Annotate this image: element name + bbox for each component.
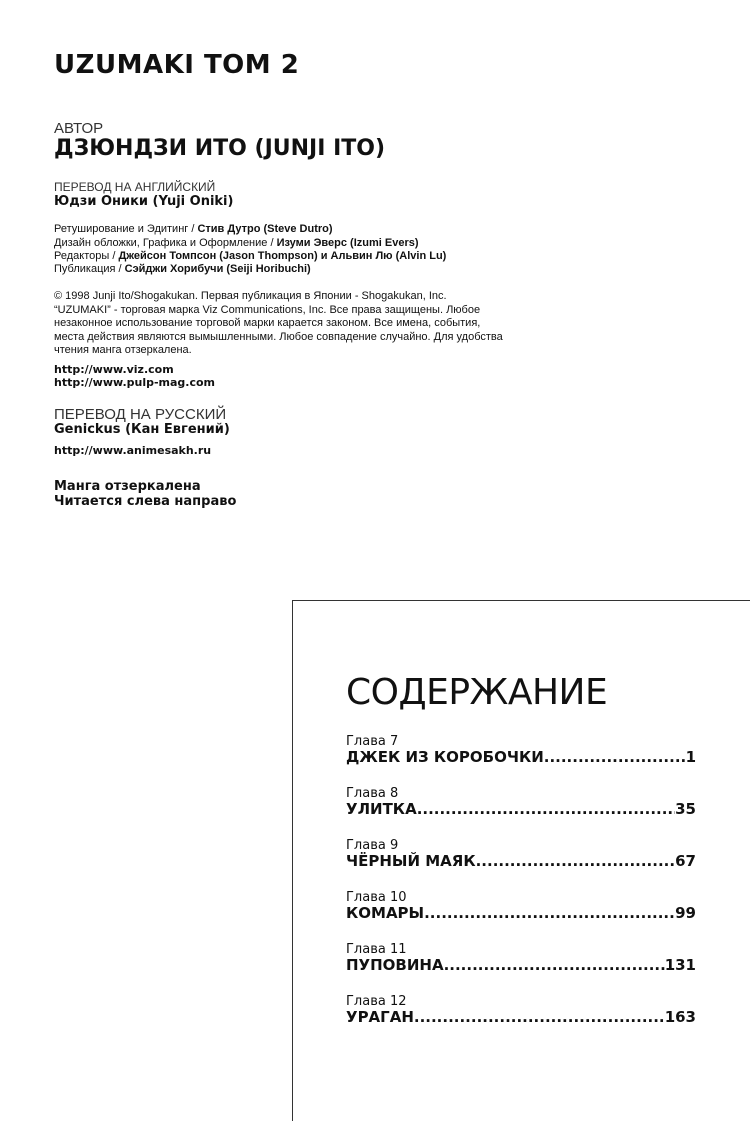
credit-role: Публикация /	[54, 263, 125, 275]
leader-dots	[444, 956, 665, 974]
chapter-page: 1	[685, 748, 696, 766]
chapter-title: ПУПОВИНА	[346, 956, 444, 974]
credit-person: Стив Дутро (Steve Dutro)	[197, 223, 333, 235]
chapter-label: Глава 10	[346, 890, 407, 905]
chapter-title: УРАГАН	[346, 1008, 414, 1026]
chapter-title: ЧЁРНЫЙ МАЯК	[346, 852, 476, 870]
credit-person: Сэйджи Хорибучи (Seiji Horibuchi)	[124, 263, 311, 275]
chapter-title: КОМАРЫ	[346, 904, 425, 922]
credit-line	[54, 237, 419, 249]
chapter-title: УЛИТКА	[346, 800, 417, 818]
translation-ru-name: Genickus (Кан Евгений)	[54, 422, 230, 437]
chapter-page: 99	[675, 904, 696, 922]
credit-role: Дизайн обложки, Графика и Оформление /	[54, 237, 277, 249]
translation-en-name: Юдзи Оники (Yuji Oniki)	[54, 194, 234, 209]
credit-role: Ретуширование и Эдитинг /	[54, 223, 198, 235]
leader-dots	[417, 800, 675, 818]
reading-direction-note: Читается слева направо	[54, 494, 237, 509]
toc-entry[interactable]	[346, 904, 696, 922]
toc-entry[interactable]	[346, 748, 696, 766]
toc-entry[interactable]	[346, 956, 696, 974]
leader-dots	[544, 748, 686, 766]
url-link[interactable]: http://www.animesakh.ru	[54, 444, 212, 457]
url-link[interactable]: http://www.viz.com	[54, 363, 174, 376]
chapter-page: 35	[675, 800, 696, 818]
chapter-label: Глава 8	[346, 786, 399, 801]
chapter-page: 67	[675, 852, 696, 870]
toc-entry[interactable]	[346, 1008, 696, 1026]
chapter-title: ДЖЕК ИЗ КОРОБОЧКИ	[346, 748, 544, 766]
toc-entry[interactable]	[346, 800, 696, 818]
translation-en-label: ПЕРЕВОД НА АНГЛИЙСКИЙ	[54, 180, 216, 194]
credit-person: Изуми Эверс (Izumi Evers)	[276, 237, 419, 249]
author-name: ДЗЮНДЗИ ИТО (JUNJI ITO)	[54, 136, 386, 161]
url-link[interactable]: http://www.pulp-mag.com	[54, 376, 216, 389]
translation-ru-label: ПЕРЕВОД НА РУССКИЙ	[54, 406, 227, 423]
credit-line	[54, 223, 333, 235]
page-title: UZUMAKI TOM 2	[54, 50, 300, 80]
chapter-label: Глава 11	[346, 942, 407, 957]
toc-entry[interactable]	[346, 852, 696, 870]
leader-dots	[414, 1008, 665, 1026]
chapter-page: 131	[664, 956, 696, 974]
leader-dots	[476, 852, 676, 870]
chapter-label: Глава 12	[346, 994, 407, 1009]
legal-notice: © 1998 Junji Ito/Shogakukan. Первая публикация в Японии - Shogakukan, Inc. “UZUMAKI” - торговая марка Viz Communications, Inc. Все права защищены. Любое незаконное использование торговой марки карается законом. Все имена, события, места действия являются вымышленными. Любое совпадение случайно. Для удобства чтения манга отзеркалена.	[54, 290, 503, 356]
toc-heading: СОДЕРЖАНИЕ	[346, 672, 608, 713]
mirror-note: Манга отзеркалена	[54, 479, 201, 494]
credit-line	[54, 263, 311, 275]
chapter-page: 163	[664, 1008, 696, 1026]
author-label: АВТОР	[54, 120, 104, 137]
leader-dots	[424, 904, 675, 922]
credit-person: Джейсон Томпсон (Jason Thompson) и Альвин Лю (Alvin Lu)	[118, 250, 447, 262]
chapter-label: Глава 7	[346, 734, 399, 749]
chapter-label: Глава 9	[346, 838, 399, 853]
credit-role: Редакторы /	[54, 250, 119, 262]
credit-line	[54, 250, 446, 262]
